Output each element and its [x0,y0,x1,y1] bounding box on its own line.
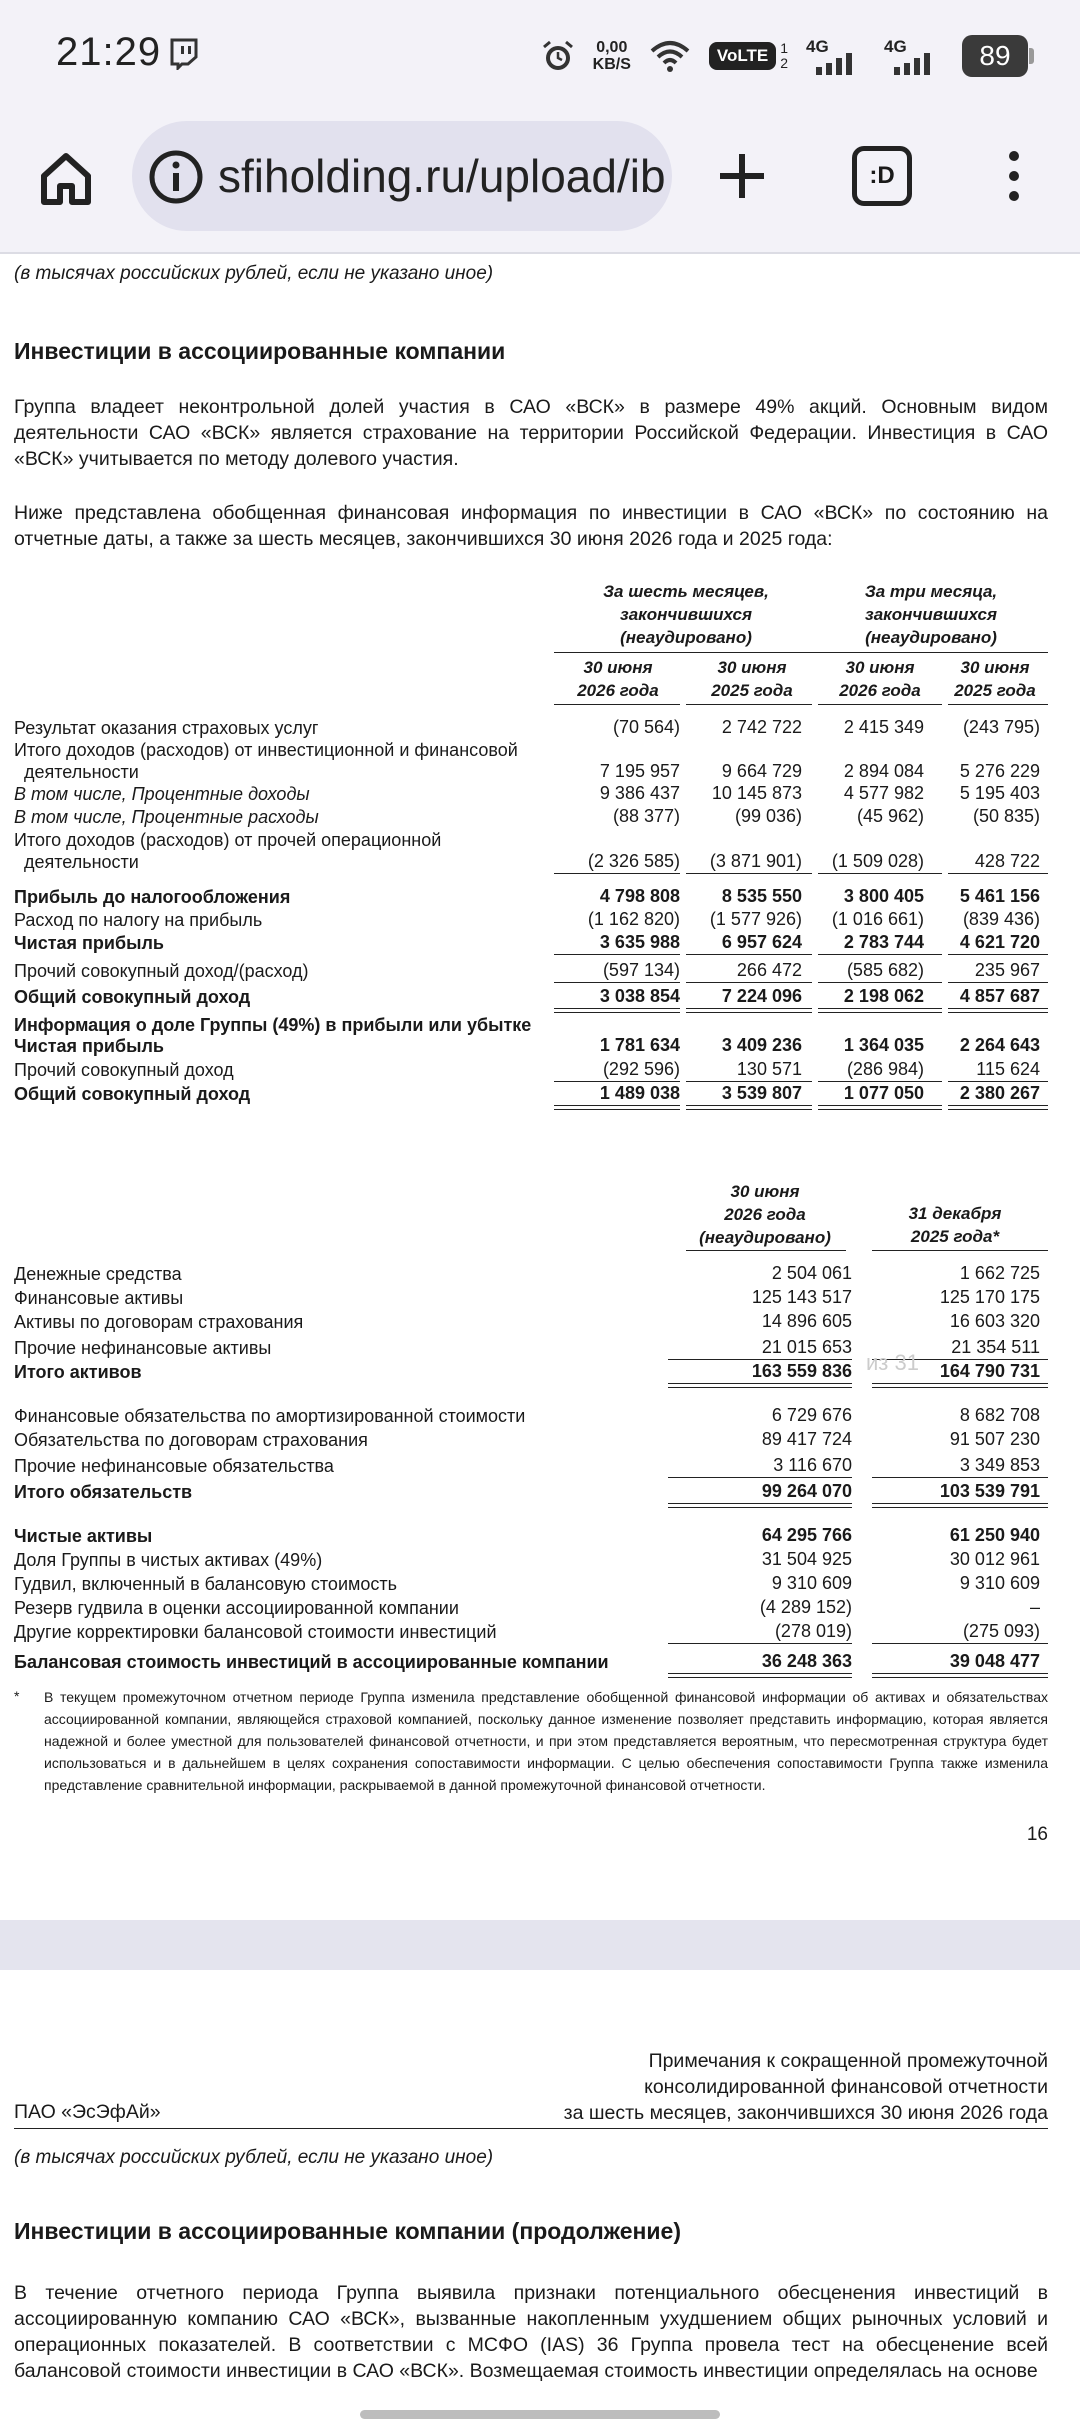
section-heading: Инвестиции в ассоциированные компании (продолжение) [14,2218,681,2244]
row-label: Балансовая стоимость инвестиций в ассоциированные компании [14,1652,609,1672]
table-cell: 5 461 156 [959,886,1040,906]
table-cell: 61 250 940 [949,1525,1040,1545]
url-bar[interactable] [132,121,672,231]
gesture-bar[interactable] [360,2410,720,2419]
table-cell: 14 896 605 [761,1311,852,1331]
table-cell: 6 957 624 [721,932,802,952]
table-cell: (839 436) [962,909,1040,929]
page-indicator: из 31 [866,1350,919,1375]
clock: 21:29 [56,30,162,74]
table-cell: (4 289 152) [759,1597,852,1617]
table-cell: (597 134) [602,960,680,980]
table-cell: 115 624 [976,1059,1040,1079]
column-header: 30 июня 2026 года (неаудировано) [699,1182,831,1247]
signal-icon [806,37,866,75]
table-cell: 9 664 729 [721,761,802,781]
home-icon[interactable] [36,148,96,208]
table-cell: 7 224 096 [721,986,802,1006]
sim1-network: 4G [806,37,829,56]
table-cell: 5 276 229 [959,761,1040,781]
row-label: Общий совокупный доход [14,987,251,1007]
row-label: Прибыль до налогообложения [14,887,291,907]
table-cell: 4 577 982 [843,783,924,803]
table-cell: 91 507 230 [949,1429,1040,1449]
column-group-header: За шесть месяцев, закончившихся (неаудировано) [603,582,769,647]
table-cell: 3 635 988 [599,932,680,952]
table-cell: 4 621 720 [959,932,1040,952]
table-cell: 3 800 405 [843,886,924,906]
signal-icon [884,37,944,75]
table-cell: 1 489 038 [599,1083,680,1103]
paragraph: В течение отчетного периода Группа выявила признаки потенциального обесценения инвестиций в ассоциированную компанию САО «ВСК», вызванные накопленным ухудшением общих рыночных условий и операционных показателей. В соответствии с МСФО (IAS) 36 Группа провела тест на обесценение всей балансовой стоимости инвестиции в САО «ВСК». Возмещаемая стоимость инвестиции определялась на основе [14,2282,1048,2382]
sim-numbers: 1 2 [780,40,788,71]
row-label: Резерв гудвила в оценки ассоциированной компании [14,1598,459,1618]
table-cell: 99 264 070 [761,1481,852,1501]
table-cell: 1 364 035 [843,1035,924,1055]
row-label: Прочие нефинансовые активы [14,1338,272,1358]
column-header: 31 декабря 2025 года* [908,1204,1002,1246]
url-text[interactable]: sfiholding.ru/upload/ib [218,150,666,202]
table-cell: (286 984) [846,1059,924,1079]
table-cell: (275 093) [962,1621,1040,1641]
table-cell: 3 038 854 [599,986,680,1006]
table-cell: (45 962) [856,806,924,826]
volte-badge: VoLTE [709,42,776,70]
page-header-title: Примечания к сокращенной промежуточной консолидированной финансовой отчетности за шесть месяцев, закончившихся 30 июня 2026 года [563,2050,1048,2124]
table-cell: 125 170 175 [939,1287,1040,1307]
table-cell: 428 722 [974,851,1040,871]
table-cell: 8 535 550 [721,886,802,906]
table-cell: 2 894 084 [843,761,924,781]
column-header: 30 июня 2025 года [954,658,1036,700]
table-cell: (292 596) [602,1059,680,1079]
table-cell: 30 012 961 [949,1549,1040,1569]
table-cell: 8 682 708 [959,1405,1040,1425]
status-bar [0,0,1080,116]
row-label: Чистая прибыль [14,1036,164,1056]
page-separator [0,1920,1080,1970]
table-cell: 39 048 477 [949,1651,1040,1671]
table-cell: (70 564) [612,717,680,737]
browser-toolbar [0,116,1080,254]
row-label: Денежные средства [14,1264,182,1284]
table-cell: 125 143 517 [751,1287,852,1307]
table-cell: (585 682) [846,960,924,980]
table-cell: (1 016 661) [831,909,924,929]
table-cell: 3 539 807 [721,1083,802,1103]
table-cell: (50 835) [972,806,1040,826]
table-cell: 2 504 061 [771,1263,852,1283]
row-label: Прочие нефинансовые обязательства [14,1456,334,1476]
footnote-marker: * [14,1688,20,1704]
net-speed-unit: KB/S [592,56,631,73]
table-cell: 2 783 744 [843,932,924,952]
row-label: В том числе, Процентные доходы [14,784,310,804]
row-label: Общий совокупный доход [14,1084,251,1104]
row-label: Результат оказания страховых услуг [14,718,319,738]
section-heading: Инвестиции в ассоциированные компании [14,338,506,364]
paragraph: Ниже представлена обобщенная финансовая информация по инвестиции в САО «ВСК» по состоянию на отчетные даты, а также за шесть месяцев, закончившихся 30 июня 2026 года и 2025 года: [14,502,1048,550]
row-label: Итого доходов (расходов) от прочей операционной [14,830,442,850]
table-cell: 21 354 511 [951,1337,1040,1357]
table-cell: – [1029,1597,1040,1617]
tab-count: :D [869,162,895,189]
table-cell: 64 295 766 [761,1525,852,1545]
table-cell: (99 036) [734,806,802,826]
table-cell: 3 116 670 [773,1455,852,1475]
table-cell: 3 409 236 [721,1035,802,1055]
row-label: Чистая прибыль [14,933,164,953]
table-cell: 5 195 403 [959,783,1040,803]
column-header: 30 июня 2026 года [577,658,659,700]
row-label: В том числе, Процентные расходы [14,807,319,827]
row-label: Финансовые обязательства по амортизированной стоимости [14,1406,526,1426]
site-info-icon[interactable] [148,149,204,205]
row-label: Гудвил, включенный в балансовую стоимость [14,1574,398,1594]
new-tab-icon[interactable] [712,146,772,206]
table-cell: 31 504 925 [761,1549,852,1569]
row-label: Итого активов [14,1362,142,1382]
table-cell: 9 310 609 [959,1573,1040,1593]
table-cell: 2 742 722 [721,717,802,737]
table-cell: (88 377) [612,806,680,826]
row-label: Активы по договорам страхования [14,1312,304,1332]
table-cell: 2 198 062 [843,986,924,1006]
table-cell: 130 571 [736,1059,802,1079]
table-cell: 7 195 957 [599,761,680,781]
table-cell: 164 790 731 [939,1361,1040,1381]
row-label: Прочий совокупный доход/(расход) [14,961,309,981]
row-label: Итого обязательств [14,1482,193,1502]
sim2-network: 4G [884,37,907,56]
column-header: 30 июня 2026 года [839,658,921,700]
table-cell: (3 871 901) [709,851,802,871]
table-cell: 2 264 643 [959,1035,1040,1055]
table-cell: 89 417 724 [761,1429,852,1449]
table-cell: 103 539 791 [939,1481,1040,1501]
row-label: Доля Группы в чистых активах (49%) [14,1550,323,1570]
alarm-icon [541,39,575,73]
battery-icon: 89 [962,35,1028,77]
row-label: Итого доходов (расходов) от инвестиционной и финансовой [14,740,518,760]
table-cell: 9 386 437 [599,783,680,803]
table-cell: 1 662 725 [959,1263,1040,1283]
tabs-icon[interactable] [852,146,912,206]
table-cell: 235 967 [974,960,1040,980]
table-cell: 21 015 653 [761,1337,852,1357]
table-cell: 9 310 609 [771,1573,852,1593]
table-cell: 4 857 687 [959,986,1040,1006]
table-cell: (278 019) [774,1621,852,1641]
table-cell: 266 472 [736,960,802,980]
footnote: В текущем промежуточном отчетном периоде Группа изменила представление обобщенной финансовой информации об активах и обязательствах ассоциированной компании, являющейся страховой компанией, поскольку данное изменение позволяет представить информацию, которая является надежной и более уместной для пользователей финансовой отчетности, и при этом представляется вероятным, что пересмотренная структура будет использоваться и в дальнейшем в целях сохранения сопоставимости информации. С целью обеспечения сопоставимости Группа также изменила представление сравнительной информации, раскрываемой в данной промежуточной финансовой отчетности. [44,1689,1048,1793]
table-cell: (2 326 585) [587,851,680,871]
paragraph: Группа владеет неконтрольной долей участия в САО «ВСК» в размере 49% акций. Основным видом деятельности САО «ВСК» является страхование на территории Российской Федерации. Инвестиция в САО «ВСК» учитывается по методу долевого участия. [14,396,1048,470]
row-label: Другие корректировки балансовой стоимости инвестиций [14,1622,497,1642]
menu-icon[interactable] [1000,146,1028,206]
row-label: Информация о доле Группы (49%) в прибыли или убытке [14,1015,532,1035]
company-name: ПАО «ЭсЭфАй» [14,2101,161,2123]
twitch-icon [168,38,200,70]
table-cell: 163 559 836 [751,1361,852,1381]
net-speed-value: 0,00 [596,39,628,56]
table-cell: 2 415 349 [843,717,924,737]
row-label-continued: деятельности [24,852,139,872]
table-cell: 2 380 267 [959,1083,1040,1103]
page-number: 16 [1026,1824,1048,1845]
row-label: Прочий совокупный доход [14,1060,234,1080]
table-cell: 36 248 363 [761,1651,852,1671]
table-cell: (243 795) [962,717,1040,737]
row-label: Обязательства по договорам страхования [14,1430,368,1450]
column-header: 30 июня 2025 года [711,658,793,700]
wifi-icon [649,39,691,73]
column-group-header: За три месяца, закончившихся (неаудировано) [864,582,998,647]
row-label: Расход по налогу на прибыль [14,910,263,930]
row-label: Чистые активы [14,1526,153,1546]
units-note: (в тысячах российских рублей, если не указано иное) [14,2147,494,2168]
table-cell: (1 577 926) [709,909,802,929]
table-cell: 16 603 320 [949,1311,1040,1331]
row-label: Финансовые активы [14,1288,184,1308]
table-cell: 6 729 676 [771,1405,852,1425]
table-cell: 1 077 050 [843,1083,924,1103]
table-cell: 3 349 853 [959,1455,1040,1475]
table-cell: 1 781 634 [599,1035,680,1055]
row-label-continued: деятельности [24,762,139,782]
table-cell: 4 798 808 [599,886,680,906]
table-cell: (1 162 820) [587,909,680,929]
table-cell: 10 145 873 [711,783,802,803]
net-speed [593,39,631,73]
units-note: (в тысячах российских рублей, если не указано иное) [14,263,494,284]
table-cell: (1 509 028) [831,851,924,871]
